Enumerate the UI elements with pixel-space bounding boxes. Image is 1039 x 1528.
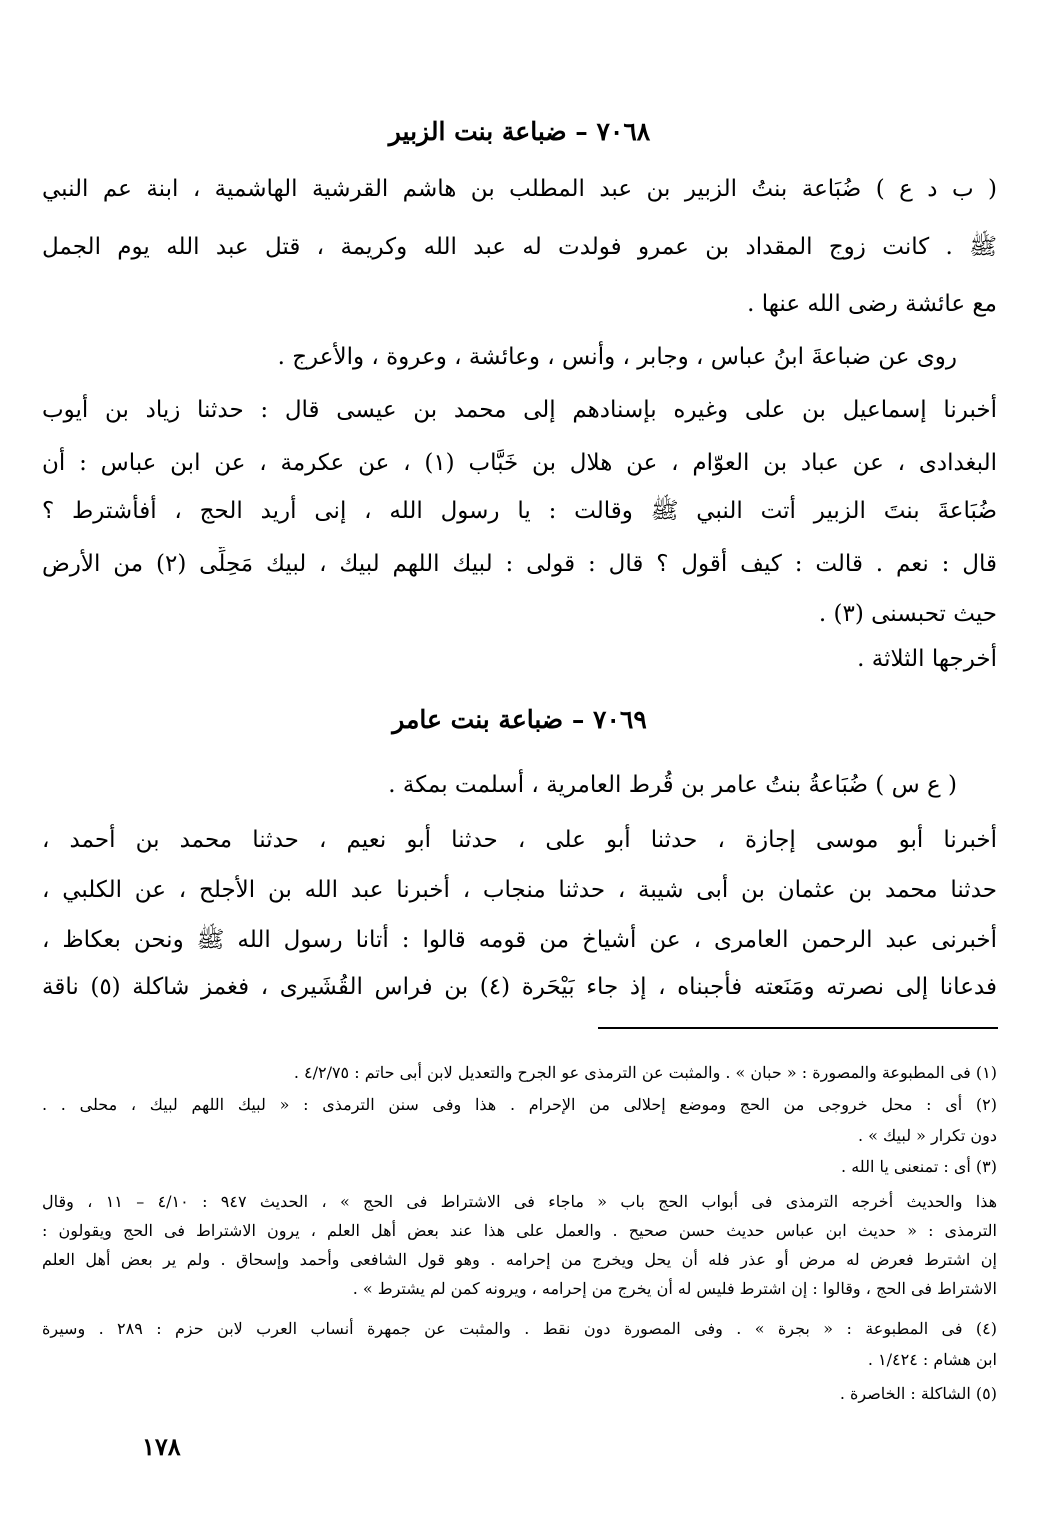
- entry-7069-line-1: ( ع س ) ضُبَاعةُ بنتُ عامر بن قُرط العامرية ، أسلمت بمكة .: [388, 772, 957, 798]
- entry-7068-narrators: روى عن ضباعةَ ابنُ عباس ، وجابر ، وأنس ، وعائشة ، وعروة ، والأعرج .: [277, 344, 957, 370]
- entry-7068-line-2: ﷺ . كانت زوج المقداد بن عمرو فولدت له عبد الله وكريمة ، قتل عبد الله يوم الجمل: [42, 234, 997, 260]
- entry-7068-line-8: قال : نعم . قالت : كيف أقول ؟ قال : قولى : لبيك اللهم لبيك ، لبيك مَحِلِّى (٢) من الأرض: [42, 551, 997, 577]
- footnote-2: (٢) أى : محل خروجى من الحج وموضع إحلالى من الإحرام . هذا وفى سنن الترمذى : « لبيك اللهم لبيك ، محلى . .: [42, 1095, 997, 1114]
- entry-7068-line-6: البغدادى ، عن عباد بن العوّام ، عن هلال بن خَبَّاب (١) ، عن عكرمة ، عن ابن عباس : أن: [42, 450, 997, 476]
- entry-heading-7069: ٧٠٦٩ – ضباعة بنت عامر: [392, 705, 647, 734]
- entry-7068-line-7: ضُبَاعةَ بنتَ الزبير أتت النبي ﷺ وقالت : يا رسول الله ، إنى أريد الحج ، أفأشترط ؟: [42, 498, 997, 524]
- footnote-2-cont: دون تكرار « لبيك » .: [858, 1126, 997, 1145]
- entry-7069-line-3: حدثنا محمد بن عثمان بن أبى شيبة ، حدثنا منجاب ، أخبرنا عبد الله بن الأجلح ، عن الكلبي ،: [42, 877, 997, 903]
- entry-7068-line-9: حيث تحبسنى (٣) .: [818, 601, 997, 627]
- entry-7068-line-10: أخرجها الثلاثة .: [857, 646, 997, 672]
- footnote-3-note-2: الترمذى : « حديث ابن عباس حديث حسن صحيح . والعمل على هذا عند بعض أهل العلم ، يرون الاشتراط فى الحج ويقولون :: [42, 1221, 997, 1240]
- entry-7069-line-2: أخبرنا أبو موسى إجازة ، حدثنا أبو على ، حدثنا أبو نعيم ، حدثنا محمد بن أحمد ،: [42, 827, 997, 853]
- footnote-3-note-4: الاشتراط فى الحج ، وقالوا : إن اشترط فليس له أن يخرج من إحرامه ، ويرونه كمن لم يشترط » .: [352, 1279, 997, 1298]
- footnote-4: (٤) فى المطبوعة : « بجرة » . وفى المصورة دون نقط . والمثبت عن جمهرة أنساب العرب لابن حزم : ٢٨٩ . وسيرة: [42, 1319, 997, 1338]
- entry-7068-line-3: مع عائشة رضى الله عنها .: [747, 291, 997, 317]
- entry-7068-line-5: أخبرنا إسماعيل بن على وغيره بإسنادهم إلى محمد بن عيسى قال : حدثنا زياد بن أيوب: [42, 397, 997, 423]
- footnote-divider: [598, 1027, 998, 1029]
- footnote-3-note-1: هذا والحديث أخرجه الترمذى فى أبواب الحج باب « ماجاء فى الاشتراط فى الحج » ، الحديث ٩٤٧ : ٤/١٠ – ١١ ، وقال: [42, 1192, 997, 1211]
- entry-heading-7068: ٧٠٦٨ – ضباعة بنت الزبير: [388, 117, 651, 146]
- footnote-1: (١) فى المطبوعة والمصورة : « حبان » . والمثبت عن الترمذى عو الجرح والتعديل لابن أبى حاتم : ٤/٢/٧٥ .: [293, 1063, 997, 1082]
- footnote-3-note-3: إن اشترط فعرض له مرض أو عذر فله أن يحل ويخرج من إحرامه . وهو قول الشافعى وأحمد وإسحاق . ولم ير بعض أهل العلم: [42, 1250, 997, 1269]
- footnote-4-cont: ابن هشام : ١/٤٢٤ .: [867, 1350, 997, 1369]
- footnote-5: (٥) الشاكلة : الخاصرة .: [839, 1384, 997, 1403]
- entry-7068-line-1: ( ب د ع ) ضُبَاعة بنتُ الزبير بن عبد المطلب بن هاشم القرشية الهاشمية ، ابنة عم النبي: [42, 176, 997, 202]
- entry-7069-line-5: فدعانا إلى نصرته ومَنَعته فأجبناه ، إذ جاء بَيْحَرة (٤) بن فراس القُشَيرى ، فغمز شاكلة (٥) ناقة: [42, 974, 997, 1000]
- entry-7069-line-4: أخبرنى عبد الرحمن العامرى ، عن أشياخ من قومه قالوا : أتانا رسول الله ﷺ ونحن بعكاظ ،: [42, 927, 997, 953]
- page-number: ١٧٨: [142, 1432, 181, 1461]
- footnote-3: (٣) أى : تمنعنى يا الله .: [841, 1157, 997, 1176]
